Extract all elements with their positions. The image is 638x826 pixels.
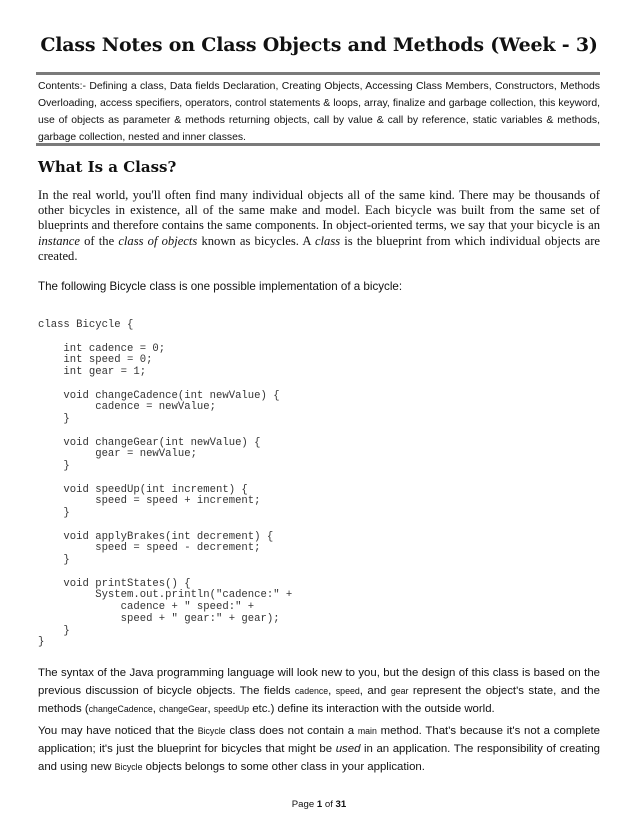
bicycle-code-listing: class Bicycle { int cadence = 0; int speed = 0; int gear = 1; void changeCadence(int newValue) { cadence = newValue; } void changeGear(int newValue) { gear = newValue; } void speedUp(int increment) { speed = speed + increment; } void applyBrakes(int decrement) { speed = speed - decrement; } void printStates() { System.out.println("cadence:" + cadence + " speed:" + speed + " gear:" + gear); } } [38,319,293,649]
page-title: Class Notes on Class Objects and Methods (Week - 3) [40,34,598,56]
contents-top-rule [36,72,600,75]
total-page-count: 31 [335,799,347,810]
class-definition-paragraph: In the real world, you'll often find many individual objects all of the same kind. There may be thousands of other bicycles in existence, all of the same make and model. Each bicycle was built from the same set of blueprints and therefore contains the same components. In object-oriented terms, we say that your bicycle is an instance of the class of objects known as bicycles. A class is the blueprint from which individual objects are created. [38,188,600,263]
section-heading: What Is a Class? [38,158,177,176]
code-intro-text: The following Bicycle class is one possible implementation of a bicycle: [38,280,403,293]
page-footer: Page 1 of 31 [291,799,347,810]
contents-summary: Contents:- Defining a class, Data fields Declaration, Creating Objects, Accessing Class Members, Constructors, Methods Overloading, access specifiers, operators, control statements & loops, array, finalize and garbage collection, this keyword, use of objects as parameter & methods returning objects, call by value & call by reference, static variables & methods, garbage collection, nested and inner classes. [38,81,600,143]
syntax-paragraph: The syntax of the Java programming language will look new to you, but the design of this class is based on the previous discussion of bicycle objects. The fields cadence, speed, and gear represent the object's state, and the methods (changeCadence, changeGear, speedUp etc.) define its interaction with the outside world. [38,667,600,715]
contents-bottom-rule [36,143,600,146]
current-page-number: 1 [316,799,323,810]
main-method-paragraph: You may have noticed that the Bicycle class does not contain a main method. That's because it's not a complete application; it's just the blueprint for bicycles that might be used in an application. The responsibility of creating and using new Bicycle objects belongs to some other class in your application. [38,725,601,773]
